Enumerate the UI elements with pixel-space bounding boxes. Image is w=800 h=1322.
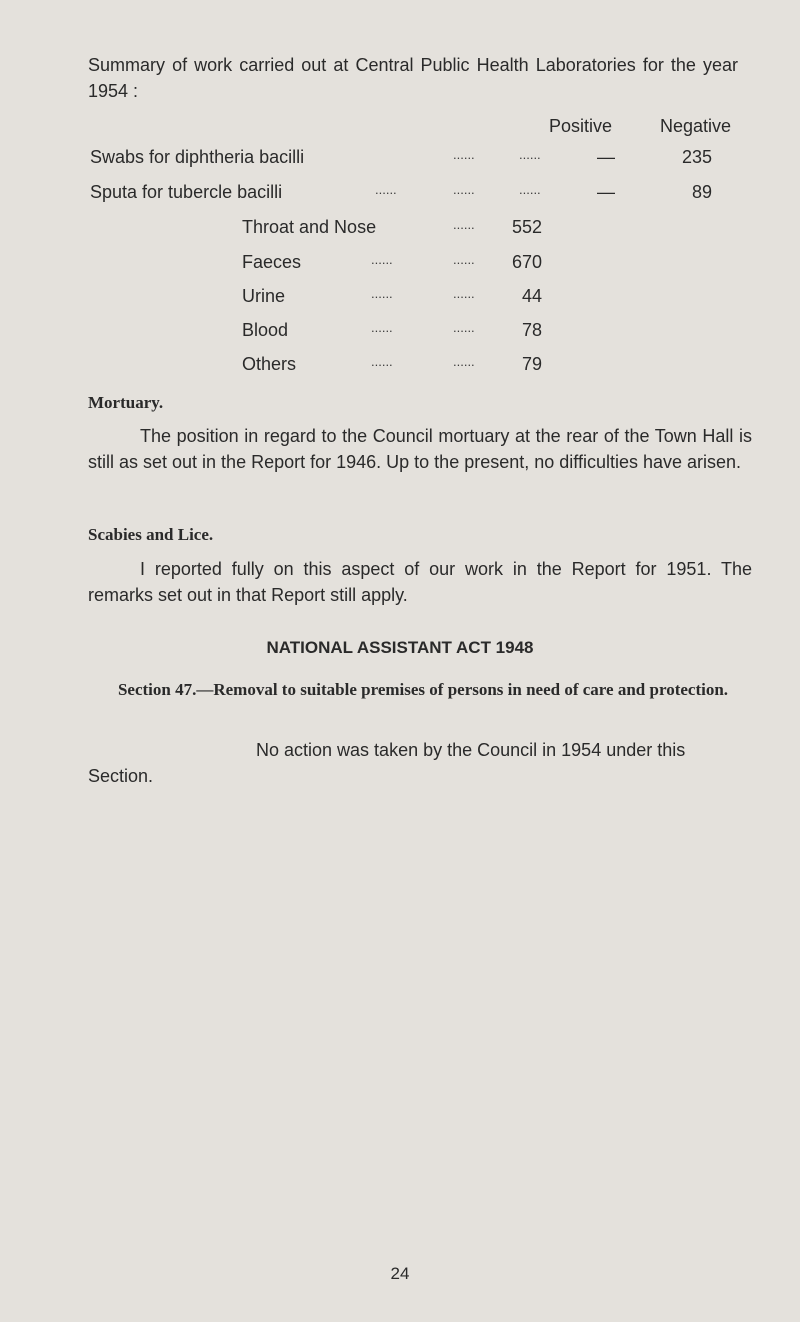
leader-dots: ......	[453, 286, 475, 301]
table-row-label: Throat and Nose	[242, 217, 377, 237]
column-header-positive: Positive	[549, 116, 613, 136]
mortuary-paragraph: The position in regard to the Council mortuary at the rear of the Town Hall is still as set out in the Report for 1946. Up to the present, no difficulties have arisen.	[88, 426, 752, 472]
table-row-label: Blood	[242, 320, 289, 340]
leader-dots: ......	[453, 320, 475, 335]
table-row-label: Faeces	[242, 252, 302, 272]
leader-dots: ......	[375, 182, 397, 197]
scabies-heading: Scabies and Lice.	[88, 525, 214, 544]
table-cell-positive: 552	[511, 217, 542, 237]
leader-dots: ......	[371, 252, 393, 267]
leader-dots: ......	[519, 182, 541, 197]
table-row-label: Others	[242, 354, 297, 374]
mortuary-heading: Mortuary.	[88, 393, 164, 412]
table-cell-positive: —	[597, 182, 615, 202]
table-cell-negative: 89	[691, 182, 712, 202]
leader-dots: ......	[519, 147, 541, 162]
leader-dots: ......	[371, 354, 393, 369]
leader-dots: ......	[453, 217, 475, 232]
leader-dots: ......	[453, 252, 475, 267]
section-47-heading: Section 47.—Removal to suitable premises of persons in need of care and protection.	[117, 680, 729, 699]
table-cell-positive: 78	[521, 320, 542, 340]
page-number: 24	[390, 1264, 410, 1283]
table-cell-positive: 44	[521, 286, 542, 306]
section-47-paragraph: No action was taken by the Council in 1954 under this Section.	[88, 740, 686, 786]
national-act-heading: NATIONAL ASSISTANT ACT 1948	[266, 638, 534, 657]
table-row-label: Sputa for tubercle bacilli	[90, 182, 283, 202]
table-row-label: Urine	[242, 286, 286, 306]
leader-dots: ......	[371, 320, 393, 335]
leader-dots: ......	[453, 182, 475, 197]
table-row-label: Swabs for diphtheria bacilli	[90, 147, 305, 167]
leader-dots: ......	[371, 286, 393, 301]
scabies-paragraph: I reported fully on this aspect of our work in the Report for 1951. The remarks set out in that Report still apply.	[88, 559, 752, 605]
table-cell-positive: —	[597, 147, 615, 167]
table-cell-negative: 235	[681, 147, 712, 167]
intro-paragraph: Summary of work carried out at Central Public Health Laboratories for the year 1954 :	[88, 55, 738, 101]
leader-dots: ......	[453, 354, 475, 369]
leader-dots: ......	[453, 147, 475, 162]
table-cell-positive: 670	[511, 252, 542, 272]
table-cell-positive: 79	[521, 354, 542, 374]
column-header-negative: Negative	[660, 116, 732, 136]
